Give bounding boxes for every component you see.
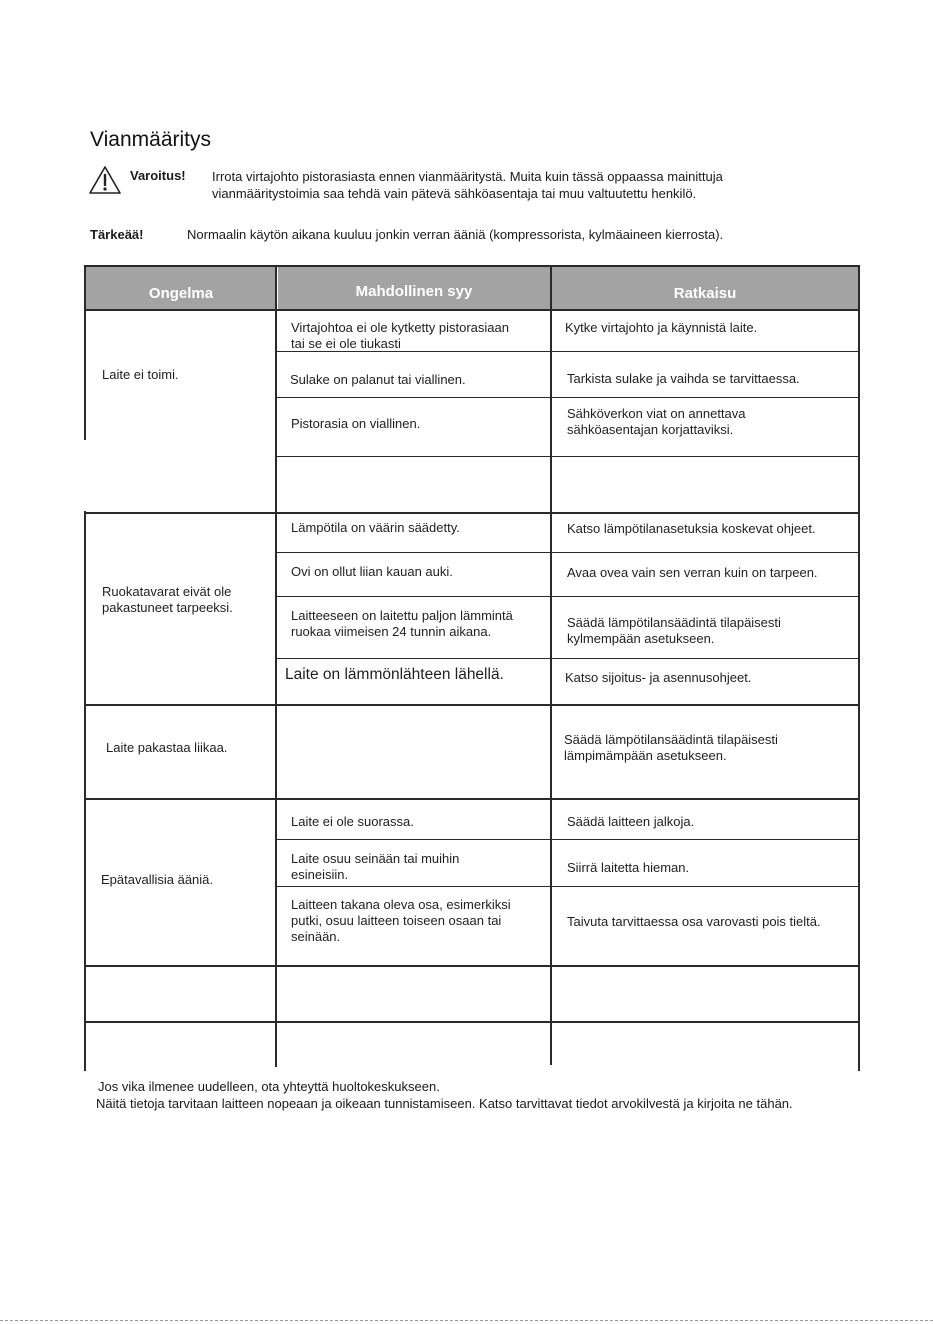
solution-cell-1: Kytke virtajohto ja käynnistä laite. [565,320,758,335]
warning-label: Varoitus! [130,168,186,183]
cause-cell-2: Sulake on palanut tai viallinen. [290,372,466,387]
troubleshooting-table [84,265,862,1077]
cause-cell-6: Laitteeseen on laitettu paljon lämmintä ruokaa viimeisen 24 tunnin aikana. [291,608,513,639]
row-line-4 [276,552,860,553]
cause-cell-7: Laite on lämmönlähteen lähellä. [285,666,504,683]
problem-cell-2: Ruokatavarat eivät ole pakastuneet tarpeeksi. [102,584,233,615]
solution-cell-4: Katso lämpötilanasetuksia koskevat ohjeet. [567,521,816,536]
row-line-7 [276,839,860,840]
cause-cell-4: Lämpötila on väärin säädetty. [291,520,460,535]
footer-line-2: Näitä tietoja tarvitaan laitteen nopeaan ja oikeaan tunnistamiseen. Katso tarvittavat tiedot arvokilvestä ja kirjoita ne tähän. [96,1096,793,1111]
group-line-2 [84,704,860,706]
header-solution-label: Ratkaisu [673,284,737,302]
warning-triangle-icon [88,165,122,195]
cause-cell-9: Laite osuu seinään tai muihin esineisiin. [291,851,460,882]
solution-cell-8: Säädä lämpötilansäädintä tilapäisesti lämpimämpään asetukseen. [564,732,778,763]
important-label: Tärkeää! [90,227,144,242]
warning-text-line-1: Irrota virtajohto pistorasiasta ennen vianmääritystä. Muita kuin tässä oppaassa mainittuja [212,169,723,184]
header-cell-problem [86,267,276,309]
group-line-4 [84,965,860,967]
table-left-border-2 [84,511,86,1071]
page-bottom-rule [0,1320,933,1321]
table-top-border [84,265,860,267]
header-problem-label: Ongelma [148,284,214,302]
header-cause-label: Mahdollinen syy [355,282,473,300]
column-divider-2 [550,265,552,1065]
solution-cell-2: Tarkista sulake ja vaihda se tarvittaessa. [567,371,800,386]
header-cell-cause [278,267,550,309]
table-right-border [858,265,860,1071]
table-left-border [84,265,86,440]
cause-cell-8: Laite ei ole suorassa. [291,814,414,829]
solution-cell-3: Sähköverkon viat on annettava sähköasentajan korjattaviksi. [567,406,746,437]
row-line-6 [276,658,860,659]
solution-cell-5: Avaa ovea vain sen verran kuin on tarpeen. [567,565,818,580]
group-line-1 [84,512,860,514]
problem-cell-4: Epätavallisia ääniä. [101,872,214,887]
header-bottom-line [84,309,860,311]
cause-cell-3: Pistorasia on viallinen. [291,416,421,431]
column-divider-1 [275,265,277,1067]
solution-cell-10: Siirrä laitetta hieman. [567,860,690,875]
footer-line-1: Jos vika ilmenee uudelleen, ota yhteyttä huoltokeskukseen. [98,1079,440,1094]
row-line-5 [276,596,860,597]
important-text: Normaalin käytön aikana kuuluu jonkin verran ääniä (kompressorista, kylmäaineen kierrosta). [187,227,724,242]
row-line-2 [276,397,860,398]
group-line-3 [84,798,860,800]
cause-cell-10: Laitteen takana oleva osa, esimerkiksi putki, osuu laitteen toiseen osaan tai seinään. [291,897,511,944]
cause-cell-1: Virtajohtoa ei ole kytketty pistorasiaan tai se ei ole tiukasti [291,320,509,351]
solution-cell-6: Säädä lämpötilansäädintä tilapäisesti kylmempään asetukseen. [567,615,781,646]
solution-cell-7: Katso sijoitus- ja asennusohjeet. [565,670,752,685]
solution-cell-11: Taivuta tarvittaessa osa varovasti pois tieltä. [567,914,821,929]
row-line-3 [276,456,860,457]
problem-cell-3: Laite pakastaa liikaa. [106,740,228,755]
row-line-8 [276,886,860,887]
solution-cell-9: Säädä laitteen jalkoja. [567,814,695,829]
warning-text-line-2: vianmääritystoimia saa tehdä vain pätevä sähköasentaja tai muu valtuutettu henkilö. [212,186,697,201]
page-title: Vianmääritys [90,128,211,151]
footer-note [98,1078,858,1112]
warning-text [212,168,832,202]
header-cell-solution [552,267,858,309]
group-line-5 [84,1021,860,1023]
cause-cell-5: Ovi on ollut liian kauan auki. [291,564,453,579]
problem-cell-1: Laite ei toimi. [102,367,179,382]
